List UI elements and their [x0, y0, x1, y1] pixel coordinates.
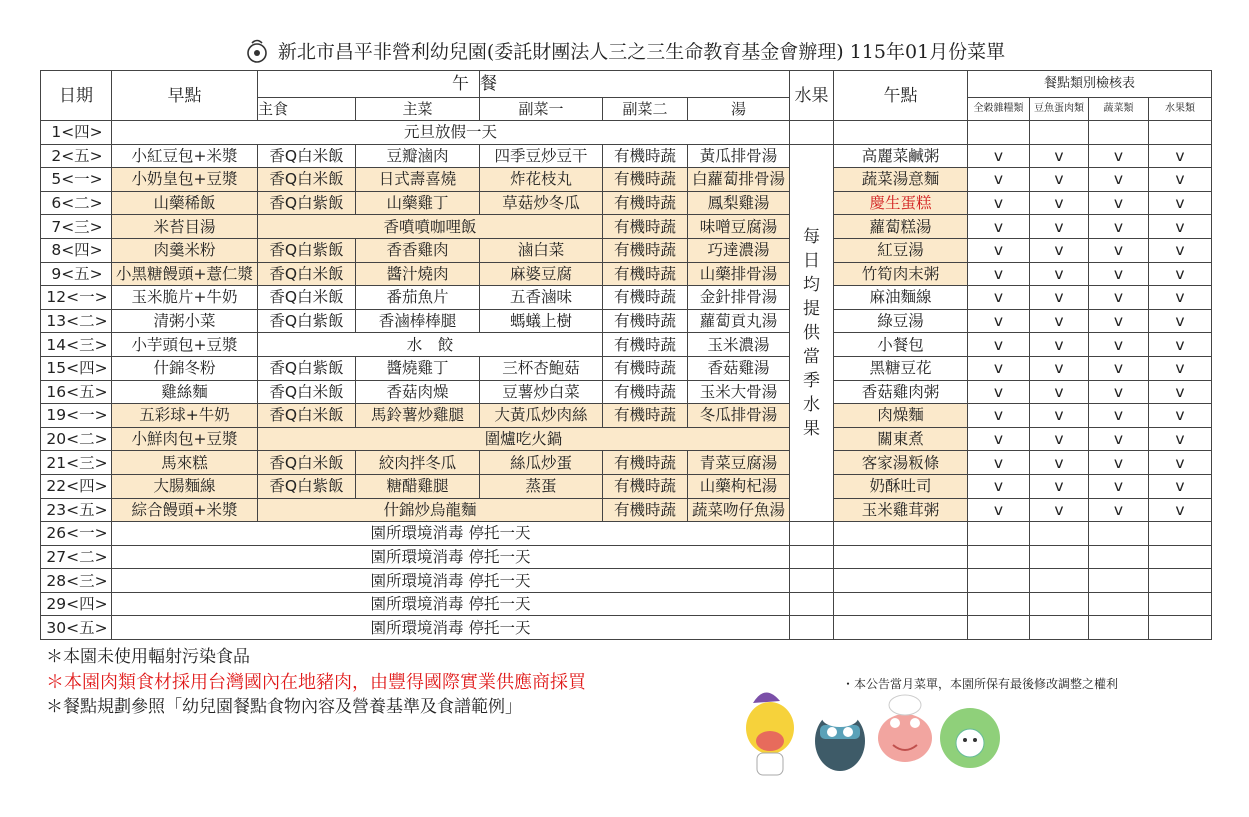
date-cell: 8<四> — [41, 238, 112, 262]
side2-cell: 有機時蔬 — [603, 380, 688, 404]
menu-row — [41, 286, 1212, 310]
side1-cell: 五香滷味 — [480, 286, 603, 310]
header-fruit: 水果 — [790, 71, 834, 121]
check-cell — [1030, 121, 1089, 145]
check-cell — [968, 545, 1030, 569]
page-title — [0, 38, 1249, 66]
soup-cell: 玉米濃湯 — [688, 333, 790, 357]
snack-cell: 小餐包 — [834, 333, 968, 357]
main-food-cell: 香Q白米飯 — [258, 262, 356, 286]
mascot-illustration — [735, 683, 1005, 783]
check-cell — [1030, 569, 1089, 593]
main-dish-cell: 馬鈴薯炒雞腿 — [356, 404, 480, 428]
menu-row — [41, 427, 1212, 451]
main-food-cell: 香Q白紫飯 — [258, 356, 356, 380]
soup-cell: 蘿蔔貢丸湯 — [688, 309, 790, 333]
side1-cell: 三杯杏鮑菇 — [480, 356, 603, 380]
note-1: ＊本園未使用輻射污染食品 — [46, 647, 250, 667]
check-cell — [1149, 592, 1212, 616]
breakfast-cell: 雞絲麵 — [112, 380, 258, 404]
date-cell: 23<五> — [41, 498, 112, 522]
check-cell: v — [1030, 215, 1089, 239]
date-cell: 12<一> — [41, 286, 112, 310]
snack-cell: 麻油麵線 — [834, 286, 968, 310]
snack-cell: 肉燥麵 — [834, 404, 968, 428]
check-cell: v — [1030, 451, 1089, 475]
closed-cell: 園所環境消毒 停托一天 — [112, 616, 790, 640]
owl-mascot-icon — [815, 709, 865, 771]
side1-cell: 草菇炒冬瓜 — [480, 191, 603, 215]
check-cell: v — [1030, 474, 1089, 498]
soup-cell: 黃瓜排骨湯 — [688, 144, 790, 168]
side2-cell: 有機時蔬 — [603, 144, 688, 168]
check-cell: v — [1089, 474, 1149, 498]
side2-cell: 有機時蔬 — [603, 238, 688, 262]
breakfast-cell: 小黑糖饅頭+薏仁漿 — [112, 262, 258, 286]
check-cell — [1149, 121, 1212, 145]
side2-cell: 有機時蔬 — [603, 286, 688, 310]
check-cell: v — [1089, 498, 1149, 522]
header-soup: 湯 — [688, 98, 790, 121]
date-cell: 2<五> — [41, 144, 112, 168]
snack-cell: 關東煮 — [834, 427, 968, 451]
fruit-cell — [790, 522, 834, 546]
main-food-cell: 香Q白紫飯 — [258, 191, 356, 215]
breakfast-cell: 小鮮肉包+豆漿 — [112, 427, 258, 451]
check-cell: v — [1149, 404, 1212, 428]
menu-row — [41, 262, 1212, 286]
breakfast-cell: 小奶皇包+豆漿 — [112, 168, 258, 192]
snack-cell — [834, 592, 968, 616]
closed-cell: 元旦放假一天 — [112, 121, 790, 145]
closed-cell: 園所環境消毒 停托一天 — [112, 522, 790, 546]
check-cell: v — [1089, 168, 1149, 192]
date-cell: 28<三> — [41, 569, 112, 593]
menu-row — [41, 545, 1212, 569]
header-check-grain: 全穀雜糧類 — [968, 98, 1030, 121]
side1-cell: 炸花枝丸 — [480, 168, 603, 192]
breakfast-cell: 馬來糕 — [112, 451, 258, 475]
snack-cell — [834, 121, 968, 145]
menu-row — [41, 474, 1212, 498]
check-cell: v — [1089, 356, 1149, 380]
date-cell: 9<五> — [41, 262, 112, 286]
date-cell: 5<一> — [41, 168, 112, 192]
breakfast-cell: 肉羹米粉 — [112, 238, 258, 262]
soup-cell: 玉米大骨湯 — [688, 380, 790, 404]
check-cell — [1089, 522, 1149, 546]
check-cell: v — [1030, 380, 1089, 404]
side1-cell: 蒸蛋 — [480, 474, 603, 498]
menu-row — [41, 451, 1212, 475]
main-food-cell: 香Q白米飯 — [258, 451, 356, 475]
check-cell — [1089, 616, 1149, 640]
check-cell: v — [1149, 286, 1212, 310]
check-cell: v — [1149, 451, 1212, 475]
check-cell — [1149, 616, 1212, 640]
date-cell: 1<四> — [41, 121, 112, 145]
check-cell — [968, 592, 1030, 616]
check-cell: v — [1030, 404, 1089, 428]
main-dish-cell: 香滷棒棒腿 — [356, 309, 480, 333]
breakfast-cell: 玉米脆片+牛奶 — [112, 286, 258, 310]
main-food-cell: 香Q白米飯 — [258, 404, 356, 428]
main-food-cell: 香Q白紫飯 — [258, 238, 356, 262]
rights-notice: ・本公告當月菜單，本園所保有最後修改調整之權利 — [842, 677, 1119, 691]
side2-cell: 有機時蔬 — [603, 309, 688, 333]
check-cell: v — [1089, 427, 1149, 451]
menu-row — [41, 616, 1212, 640]
lunch-merged-cell: 圍爐吃火鍋 — [258, 427, 790, 451]
menu-row — [41, 592, 1212, 616]
main-food-cell: 香Q白紫飯 — [258, 309, 356, 333]
check-cell: v — [1030, 309, 1089, 333]
lunch-merged-cell: 什錦炒烏龍麵 — [258, 498, 603, 522]
soup-cell: 青菜豆腐湯 — [688, 451, 790, 475]
snack-cell: 客家湯粄條 — [834, 451, 968, 475]
fruit-cell — [790, 121, 834, 145]
check-cell: v — [968, 168, 1030, 192]
snack-cell — [834, 522, 968, 546]
check-cell: v — [968, 451, 1030, 475]
check-cell — [1030, 616, 1089, 640]
check-cell: v — [1030, 286, 1089, 310]
side1-cell: 滷白菜 — [480, 238, 603, 262]
date-cell: 14<三> — [41, 333, 112, 357]
check-cell: v — [968, 474, 1030, 498]
fruit-cell — [790, 569, 834, 593]
breakfast-cell: 山藥稀飯 — [112, 191, 258, 215]
notes — [46, 645, 586, 720]
header-side2: 副菜二 — [603, 98, 688, 121]
side2-cell: 有機時蔬 — [603, 168, 688, 192]
header-check-fruit: 水果類 — [1149, 98, 1212, 121]
header-lunch-right: 餐 — [480, 71, 790, 98]
soup-cell: 金針排骨湯 — [688, 286, 790, 310]
check-cell: v — [968, 427, 1030, 451]
main-dish-cell: 豆瓣滷肉 — [356, 144, 480, 168]
check-cell: v — [1149, 427, 1212, 451]
side2-cell: 有機時蔬 — [603, 498, 688, 522]
check-cell: v — [968, 238, 1030, 262]
closed-cell: 園所環境消毒 停托一天 — [112, 545, 790, 569]
side1-cell: 大黃瓜炒肉絲 — [480, 404, 603, 428]
check-cell: v — [1089, 333, 1149, 357]
check-cell — [1030, 522, 1089, 546]
note-2: ＊本園肉類食材採用台灣國內在地豬肉，由豐得國際實業供應商採買 — [46, 672, 586, 693]
check-cell: v — [1149, 168, 1212, 192]
snack-cell: 慶生蛋糕 — [834, 191, 968, 215]
check-cell: v — [1089, 144, 1149, 168]
check-cell: v — [968, 215, 1030, 239]
check-cell: v — [968, 144, 1030, 168]
check-cell: v — [1149, 498, 1212, 522]
check-cell: v — [1030, 427, 1089, 451]
check-cell: v — [1149, 333, 1212, 357]
menu-row — [41, 333, 1212, 357]
check-cell: v — [1149, 380, 1212, 404]
frog-mascot-icon — [878, 695, 932, 762]
side1-cell: 四季豆炒豆干 — [480, 144, 603, 168]
side2-cell: 有機時蔬 — [603, 215, 688, 239]
menu-row — [41, 522, 1212, 546]
breakfast-cell: 米苔目湯 — [112, 215, 258, 239]
check-cell: v — [1089, 215, 1149, 239]
menu-row — [41, 168, 1212, 192]
side2-cell: 有機時蔬 — [603, 474, 688, 498]
snack-cell: 高麗菜鹹粥 — [834, 144, 968, 168]
soup-cell: 冬瓜排骨湯 — [688, 404, 790, 428]
date-cell: 6<二> — [41, 191, 112, 215]
side2-cell: 有機時蔬 — [603, 356, 688, 380]
main-dish-cell: 糖醋雞腿 — [356, 474, 480, 498]
snack-cell — [834, 569, 968, 593]
check-cell: v — [1089, 380, 1149, 404]
check-cell: v — [968, 356, 1030, 380]
check-cell: v — [1149, 356, 1212, 380]
check-cell: v — [1089, 309, 1149, 333]
check-cell — [1089, 569, 1149, 593]
check-cell — [1089, 545, 1149, 569]
menu-row — [41, 215, 1212, 239]
check-cell — [968, 616, 1030, 640]
snack-cell: 香菇雞肉粥 — [834, 380, 968, 404]
main-dish-cell: 醬汁燒肉 — [356, 262, 480, 286]
fruit-cell — [790, 592, 834, 616]
check-cell: v — [1089, 238, 1149, 262]
menu-row — [41, 238, 1212, 262]
main-food-cell: 香Q白米飯 — [258, 286, 356, 310]
main-food-cell: 香Q白米飯 — [258, 168, 356, 192]
check-cell — [1089, 592, 1149, 616]
date-cell: 13<二> — [41, 309, 112, 333]
snack-cell: 黑糖豆花 — [834, 356, 968, 380]
header-check: 餐點類別檢核表 — [968, 71, 1212, 98]
title-text: 新北市昌平非營利幼兒園(委託財團法人三之三生命教育基金會辦理) 115年01月份菜單 — [277, 41, 1006, 63]
closed-cell: 園所環境消毒 停托一天 — [112, 592, 790, 616]
breakfast-cell: 大腸麵線 — [112, 474, 258, 498]
check-cell — [1030, 592, 1089, 616]
menu-table — [40, 70, 1212, 640]
main-dish-cell: 絞肉拌冬瓜 — [356, 451, 480, 475]
check-cell: v — [1030, 498, 1089, 522]
soup-cell: 味噌豆腐湯 — [688, 215, 790, 239]
check-cell: v — [1030, 191, 1089, 215]
check-cell: v — [1149, 215, 1212, 239]
main-food-cell: 香Q白米飯 — [258, 380, 356, 404]
snack-cell: 蘿蔔糕湯 — [834, 215, 968, 239]
side2-cell: 有機時蔬 — [603, 451, 688, 475]
breakfast-cell: 什錦冬粉 — [112, 356, 258, 380]
check-cell — [968, 522, 1030, 546]
check-cell: v — [1030, 333, 1089, 357]
check-cell: v — [968, 262, 1030, 286]
check-cell: v — [1149, 191, 1212, 215]
check-cell — [1149, 522, 1212, 546]
date-cell: 19<一> — [41, 404, 112, 428]
header-lunch-left: 午 — [258, 71, 480, 98]
breakfast-cell: 綜合饅頭+米漿 — [112, 498, 258, 522]
main-dish-cell: 番茄魚片 — [356, 286, 480, 310]
main-dish-cell: 香香雞肉 — [356, 238, 480, 262]
snack-cell — [834, 616, 968, 640]
date-cell: 21<三> — [41, 451, 112, 475]
main-dish-cell: 香菇肉燥 — [356, 380, 480, 404]
peacock-mascot-icon — [940, 708, 1000, 768]
check-cell: v — [1149, 144, 1212, 168]
side2-cell: 有機時蔬 — [603, 404, 688, 428]
soup-cell: 白蘿蔔排骨湯 — [688, 168, 790, 192]
header-side1: 副菜一 — [480, 98, 603, 121]
menu-row — [41, 144, 1212, 168]
date-cell: 26<一> — [41, 522, 112, 546]
header-main-dish: 主菜 — [356, 98, 480, 121]
menu-row — [41, 309, 1212, 333]
date-cell: 16<五> — [41, 380, 112, 404]
menu-row — [41, 498, 1212, 522]
lunch-merged-cell: 水 餃 — [258, 333, 603, 357]
date-cell: 7<三> — [41, 215, 112, 239]
main-food-cell: 香Q白紫飯 — [258, 474, 356, 498]
header-check-veg: 蔬菜類 — [1089, 98, 1149, 121]
date-cell: 15<四> — [41, 356, 112, 380]
check-cell: v — [1149, 474, 1212, 498]
soup-cell: 鳳梨雞湯 — [688, 191, 790, 215]
side1-cell: 螞蟻上樹 — [480, 309, 603, 333]
check-cell: v — [968, 191, 1030, 215]
side2-cell: 有機時蔬 — [603, 333, 688, 357]
breakfast-cell: 清粥小菜 — [112, 309, 258, 333]
check-cell: v — [1149, 238, 1212, 262]
fruit-cell — [790, 616, 834, 640]
date-cell: 22<四> — [41, 474, 112, 498]
check-cell — [968, 121, 1030, 145]
main-food-cell: 香Q白米飯 — [258, 144, 356, 168]
check-cell: v — [968, 498, 1030, 522]
side1-cell: 絲瓜炒蛋 — [480, 451, 603, 475]
menu-row — [41, 121, 1212, 145]
school-logo-icon — [244, 38, 270, 64]
snack-cell — [834, 545, 968, 569]
snack-cell: 紅豆湯 — [834, 238, 968, 262]
date-cell: 27<二> — [41, 545, 112, 569]
menu-row — [41, 569, 1212, 593]
main-dish-cell: 山藥雞丁 — [356, 191, 480, 215]
menu-row — [41, 191, 1212, 215]
snack-cell: 綠豆湯 — [834, 309, 968, 333]
check-cell — [1149, 569, 1212, 593]
header-date: 日期 — [41, 71, 112, 121]
snack-cell: 竹筍肉末粥 — [834, 262, 968, 286]
soup-cell: 山藥枸杞湯 — [688, 474, 790, 498]
fruit-note-cell — [790, 144, 834, 522]
side2-cell: 有機時蔬 — [603, 191, 688, 215]
check-cell: v — [968, 333, 1030, 357]
check-cell: v — [1149, 262, 1212, 286]
main-dish-cell: 醬燒雞丁 — [356, 356, 480, 380]
breakfast-cell: 小紅豆包+米漿 — [112, 144, 258, 168]
check-cell — [1030, 545, 1089, 569]
menu-row — [41, 380, 1212, 404]
side2-cell: 有機時蔬 — [603, 262, 688, 286]
check-cell — [1149, 545, 1212, 569]
check-cell: v — [1089, 451, 1149, 475]
check-cell — [968, 569, 1030, 593]
lunch-merged-cell: 香噴噴咖哩飯 — [258, 215, 603, 239]
check-cell: v — [968, 380, 1030, 404]
check-cell: v — [968, 286, 1030, 310]
side1-cell: 豆薯炒白菜 — [480, 380, 603, 404]
breakfast-cell: 五彩球+牛奶 — [112, 404, 258, 428]
date-cell: 20<二> — [41, 427, 112, 451]
menu-row — [41, 404, 1212, 428]
check-cell: v — [1089, 262, 1149, 286]
side1-cell: 麻婆豆腐 — [480, 262, 603, 286]
snack-cell: 奶酥吐司 — [834, 474, 968, 498]
menu-row — [41, 356, 1212, 380]
check-cell: v — [1030, 238, 1089, 262]
soup-cell: 香菇雞湯 — [688, 356, 790, 380]
date-cell: 29<四> — [41, 592, 112, 616]
header-main-food: 主食 — [258, 98, 356, 121]
check-cell: v — [1089, 404, 1149, 428]
soup-cell: 蔬菜吻仔魚湯 — [688, 498, 790, 522]
header-breakfast: 早點 — [112, 71, 258, 121]
header-check-protein: 豆魚蛋肉類 — [1030, 98, 1089, 121]
soup-cell: 巧達濃湯 — [688, 238, 790, 262]
menu-body — [41, 121, 1212, 640]
check-cell: v — [968, 404, 1030, 428]
check-cell: v — [1030, 144, 1089, 168]
snack-cell: 蔬菜湯意麵 — [834, 168, 968, 192]
main-dish-cell: 日式壽喜燒 — [356, 168, 480, 192]
check-cell — [1089, 121, 1149, 145]
fruit-cell — [790, 545, 834, 569]
check-cell: v — [968, 309, 1030, 333]
horse-mascot-icon — [746, 692, 794, 775]
check-cell: v — [1030, 168, 1089, 192]
header-snack: 午點 — [834, 71, 968, 121]
closed-cell: 園所環境消毒 停托一天 — [112, 569, 790, 593]
check-cell: v — [1030, 356, 1089, 380]
check-cell: v — [1089, 286, 1149, 310]
breakfast-cell: 小芋頭包+豆漿 — [112, 333, 258, 357]
check-cell: v — [1030, 262, 1089, 286]
snack-cell: 玉米雞茸粥 — [834, 498, 968, 522]
fruit-note: 每日均提供當季水果 — [803, 226, 820, 439]
date-cell: 30<五> — [41, 616, 112, 640]
check-cell: v — [1149, 309, 1212, 333]
note-3: ＊餐點規劃參照「幼兒園餐點食物內容及營養基準及食譜範例」 — [46, 697, 522, 717]
check-cell: v — [1089, 191, 1149, 215]
soup-cell: 山藥排骨湯 — [688, 262, 790, 286]
